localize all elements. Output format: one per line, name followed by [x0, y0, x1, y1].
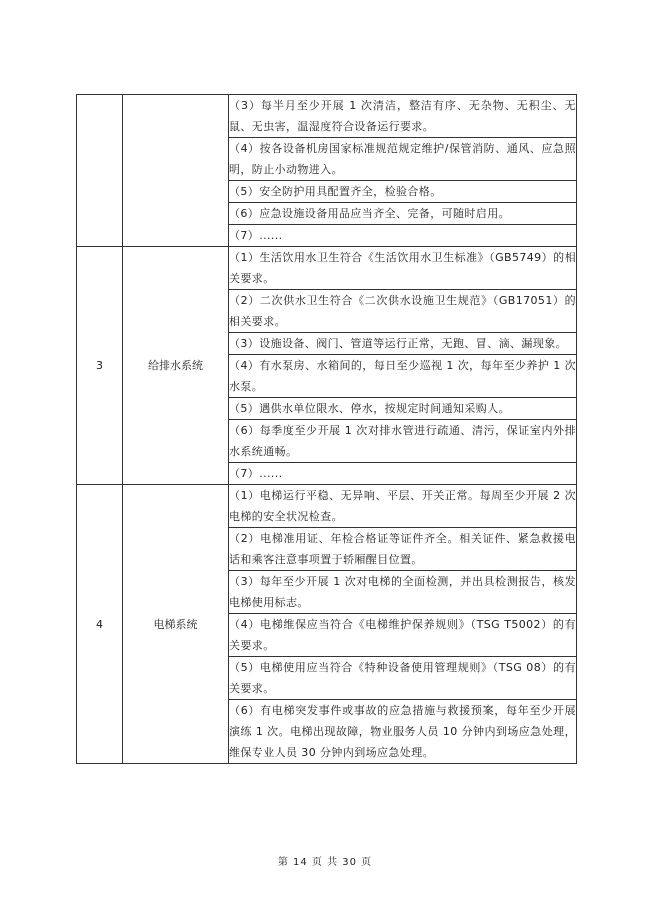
requirements-table [76, 94, 577, 764]
requirement-cell: （4）电梯维保应当符合《电梯维护保养规则》（TSG T5002）的有关要求。 [229, 614, 577, 657]
requirement-cell: （5）安全防护用具配置齐全，检验合格。 [229, 181, 577, 203]
page-number: 第 14 页 共 30 页 [277, 857, 373, 868]
requirements-table-body [77, 95, 577, 764]
requirement-cell: （3）每年至少开展 1 次对电梯的全面检测，并出具检测报告，核发电梯使用标志。 [229, 571, 577, 614]
requirement-cell: （2）二次供水卫生符合《二次供水设施卫生规范》（GB17051）的相关要求。 [229, 290, 577, 333]
section-number-cell: 3 [77, 247, 123, 485]
requirement-cell: （7）...... [229, 225, 577, 247]
requirement-cell: （1）生活饮用水卫生符合《生活饮用水卫生标准》（GB5749）的相关要求。 [229, 247, 577, 290]
requirement-cell: （6）每季度至少开展 1 次对排水管进行疏通、清污，保证室内外排水系统通畅。 [229, 420, 577, 463]
requirement-cell: （5）遇供水单位限水、停水，按规定时间通知采购人。 [229, 398, 577, 420]
section-name-cell [123, 95, 229, 247]
section-number-cell: 4 [77, 485, 123, 764]
requirement-cell: （5）电梯使用应当符合《特种设备使用管理规则》（TSG 08）的有关要求。 [229, 657, 577, 700]
table-row [77, 485, 577, 528]
requirement-cell: （2）电梯准用证、年检合格证等证件齐全。相关证件、紧急救援电话和乘客注意事项置于轿厢醒目位置。 [229, 528, 577, 571]
section-name-cell: 电梯系统 [123, 485, 229, 764]
requirement-cell: （4）有水泵房、水箱间的，每日至少巡视 1 次，每年至少养护 1 次水泵。 [229, 355, 577, 398]
page-footer [0, 853, 650, 868]
requirement-cell: （6）有电梯突发事件或事故的应急措施与救援预案，每年至少开展演练 1 次。电梯出现故障，物业服务人员 10 分钟内到场应急处理，维保专业人员 30 分钟内到场应急处理。 [229, 700, 577, 764]
table-row [77, 95, 577, 138]
requirement-cell: （3）每半月至少开展 1 次清洁，整洁有序、无杂物、无积尘、无鼠、无虫害，温湿度符合设备运行要求。 [229, 95, 577, 138]
section-name-cell: 给排水系统 [123, 247, 229, 485]
requirement-cell: （6）应急设施设备用品应当齐全、完备，可随时启用。 [229, 203, 577, 225]
requirement-cell: （4）按各设备机房国家标准规范规定维护/保管消防、通风、应急照明，防止小动物进入。 [229, 138, 577, 181]
requirement-cell: （3）设施设备、阀门、管道等运行正常，无跑、冒、滴、漏现象。 [229, 333, 577, 355]
table-row [77, 247, 577, 290]
requirement-cell: （7）...... [229, 463, 577, 485]
requirement-cell: （1）电梯运行平稳、无异响、平层、开关正常。每周至少开展 2 次电梯的安全状况检查。 [229, 485, 577, 528]
section-number-cell [77, 95, 123, 247]
